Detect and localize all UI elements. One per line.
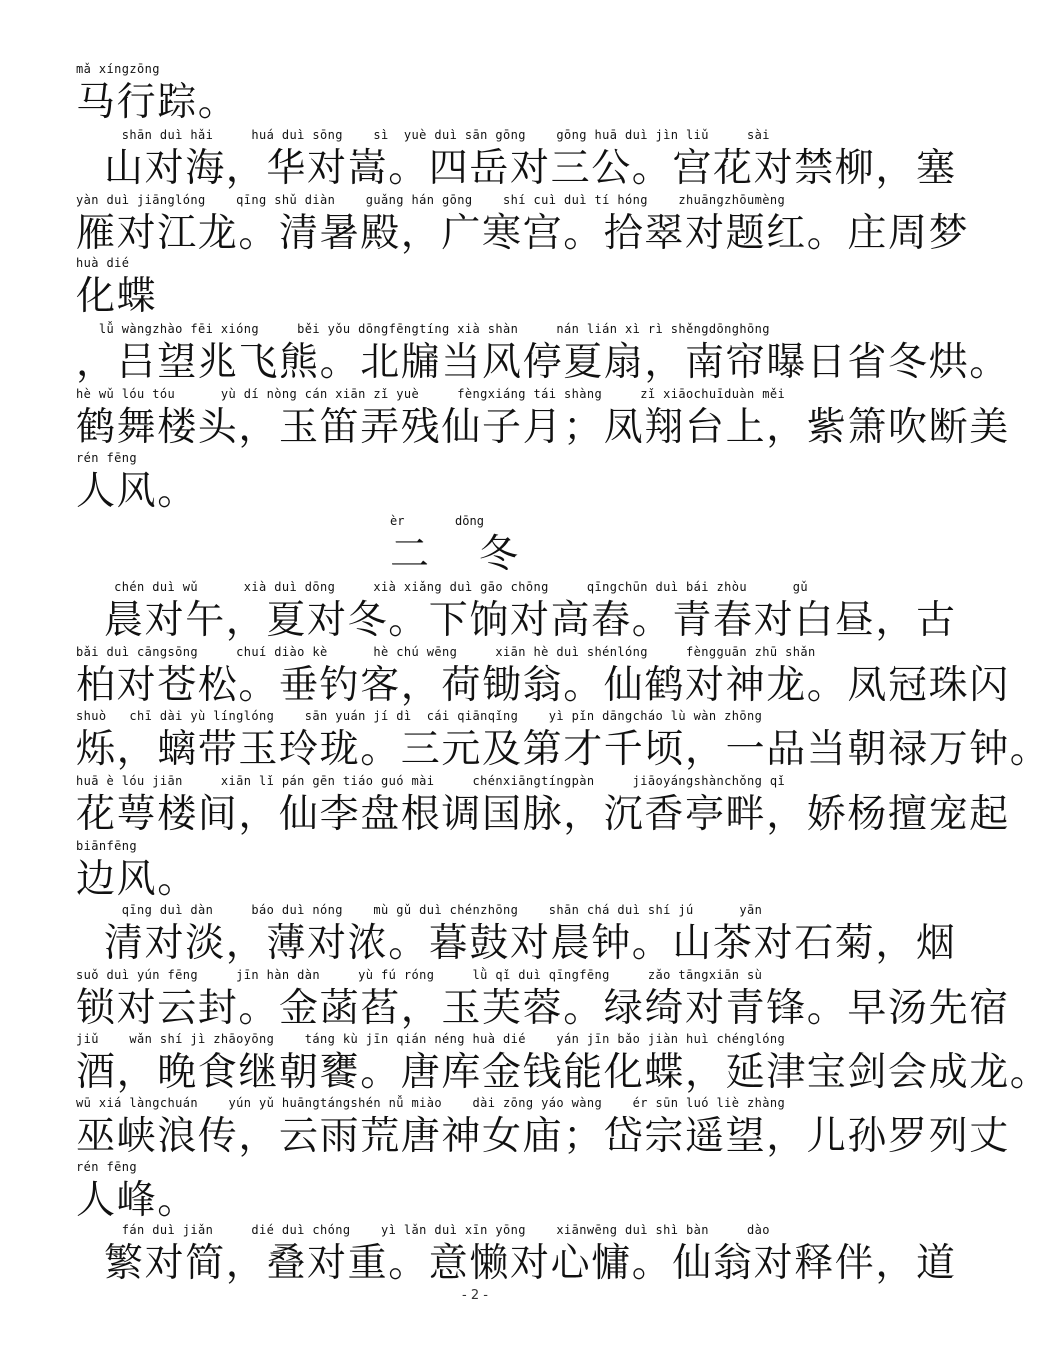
- chinese-text: 雁对江龙。清暑殿，广寒宫。拾翠对题红。庄周梦: [76, 211, 970, 256]
- chinese-text: 化蝶: [76, 274, 158, 319]
- text-line: [76, 193, 970, 257]
- pinyin-annotation: jiǔ wǎn shí jì zhāoyōng táng kù jīn qián néng huà dié yán jīn bǎo jiàn huì chénglóng: [76, 1032, 786, 1046]
- text-line: [76, 256, 876, 320]
- text-line: [76, 128, 957, 192]
- chinese-text: 烁，螭带玉玲珑。三元及第才千顷，一品当朝禄万钟。: [76, 727, 1050, 772]
- chinese-text: 人峰。: [76, 1178, 198, 1223]
- pinyin-annotation: qīng duì dàn báo duì nóng mù gǔ duì chénzhōng shān chá duì shí jú yān: [76, 903, 763, 917]
- chinese-text: 巫峡浪传，云雨荒唐神女庙；岱宗遥望，儿孙罗列丈: [76, 1114, 1010, 1159]
- chinese-text: 花萼楼间，仙李盘根调国脉，沉香亭畔，娇杨擅宠起: [76, 792, 1010, 837]
- text-line: [76, 387, 1010, 451]
- chinese-text: 酒，晚食继朝饔。唐库金钱能化蝶，延津宝剑会成龙。: [76, 1050, 1050, 1095]
- pinyin-annotation: mǎ xíngzōng: [76, 62, 160, 76]
- section-title: [390, 514, 590, 578]
- pinyin-annotation: suǒ duì yún fēng jīn hàn dàn yù fú róng lǜ qǐ duì qīngfēng zǎo tāngxiān sù: [76, 968, 763, 982]
- page-number: - 2 -: [462, 1288, 488, 1303]
- section-title-text: 二冬: [390, 532, 569, 577]
- chinese-text: 晨对午，夏对冬。下饷对高舂。青春对白昼，古: [76, 598, 957, 643]
- pinyin-annotation: hè wǔ lóu tóu yù dí nòng cán xiān zǐ yuè fèngxiáng tái shàng zǐ xiāochuīduàn měi: [76, 387, 786, 401]
- text-line: [76, 1223, 957, 1287]
- text-line: [76, 774, 1010, 838]
- chinese-text: 人风。: [76, 469, 198, 514]
- pinyin-annotation: lǚ wàngzhào fēi xióng běi yǒu dōngfēngtíng xià shàn nán lián xì rì shěngdōnghōng: [76, 322, 770, 336]
- chinese-text: 山对海，华对嵩。四岳对三公。宫花对禁柳，塞: [76, 146, 957, 191]
- text-line: [76, 1032, 1050, 1096]
- chinese-text: 清对淡，薄对浓。暮鼓对晨钟。山茶对石菊，烟: [76, 921, 957, 966]
- pinyin-annotation: biānfēng: [76, 839, 137, 853]
- chinese-text: 繁对简，叠对重。意懒对心慵。仙翁对释伴，道: [76, 1241, 957, 1286]
- chinese-text: 鹤舞楼头，玉笛弄残仙子月；凤翔台上，紫箫吹断美: [76, 405, 1010, 450]
- text-line: [76, 1160, 876, 1224]
- chinese-text: 边风。: [76, 857, 198, 902]
- pinyin-annotation: wū xiá làngchuán yún yǔ huāngtángshén nǚ miào dài zōng yáo wàng ér sūn luó liè zhàng: [76, 1096, 786, 1110]
- chinese-text: 柏对苍松。垂钓客，荷锄翁。仙鹤对神龙。凤冠珠闪: [76, 663, 1010, 708]
- pinyin-annotation: chén duì wǔ xià duì dōng xià xiǎng duì gāo chōng qīngchūn duì bái zhòu gǔ: [76, 580, 808, 594]
- text-line: [76, 62, 876, 126]
- text-line: [76, 451, 876, 515]
- text-line: [76, 903, 957, 967]
- text-line: [76, 645, 1010, 709]
- text-line: [76, 1096, 1010, 1160]
- chinese-text: 锁对云封。金菡萏，玉芙蓉。绿绮对青锋。早汤先宿: [76, 986, 1010, 1031]
- pinyin-annotation: huā è lóu jiān xiān lǐ pán gēn tiáo guó mài chénxiāngtíngpàn jiāoyángshànchǒng qǐ: [76, 774, 786, 788]
- pinyin-annotation: shān duì hǎi huá duì sōng sì yuè duì sān gōng gōng huā duì jìn liǔ sài: [76, 128, 770, 142]
- pinyin-annotation: rén fēng: [76, 1160, 137, 1174]
- pinyin-annotation: èr dōng: [390, 514, 484, 528]
- text-line: [76, 322, 1010, 386]
- chinese-text: 马行踪。: [76, 80, 239, 125]
- text-line: [76, 968, 1010, 1032]
- text-line: [76, 839, 876, 903]
- text-line: [76, 709, 1050, 773]
- pinyin-annotation: shuò chī dài yù línglóng sān yuán jí dì cái qiānqǐng yì pǐn dāngcháo lù wàn zhōng: [76, 709, 763, 723]
- pinyin-annotation: bǎi duì cāngsōng chuí diào kè hè chú wēng xiān hè duì shénlóng fèngguān zhū shǎn: [76, 645, 816, 659]
- pinyin-annotation: fán duì jiǎn dié duì chóng yì lǎn duì xīn yōng xiānwēng duì shì bàn dào: [76, 1223, 770, 1237]
- pinyin-annotation: rén fēng: [76, 451, 137, 465]
- text-line: [76, 580, 957, 644]
- pinyin-annotation: yàn duì jiānglóng qīng shǔ diàn guǎng hán gōng shí cuì duì tí hóng zhuāngzhōumèng: [76, 193, 786, 207]
- pinyin-annotation: huà dié: [76, 256, 130, 270]
- chinese-text: ，吕望兆飞熊。北牖当风停夏扇，南帘曝日省冬烘。: [76, 340, 1010, 385]
